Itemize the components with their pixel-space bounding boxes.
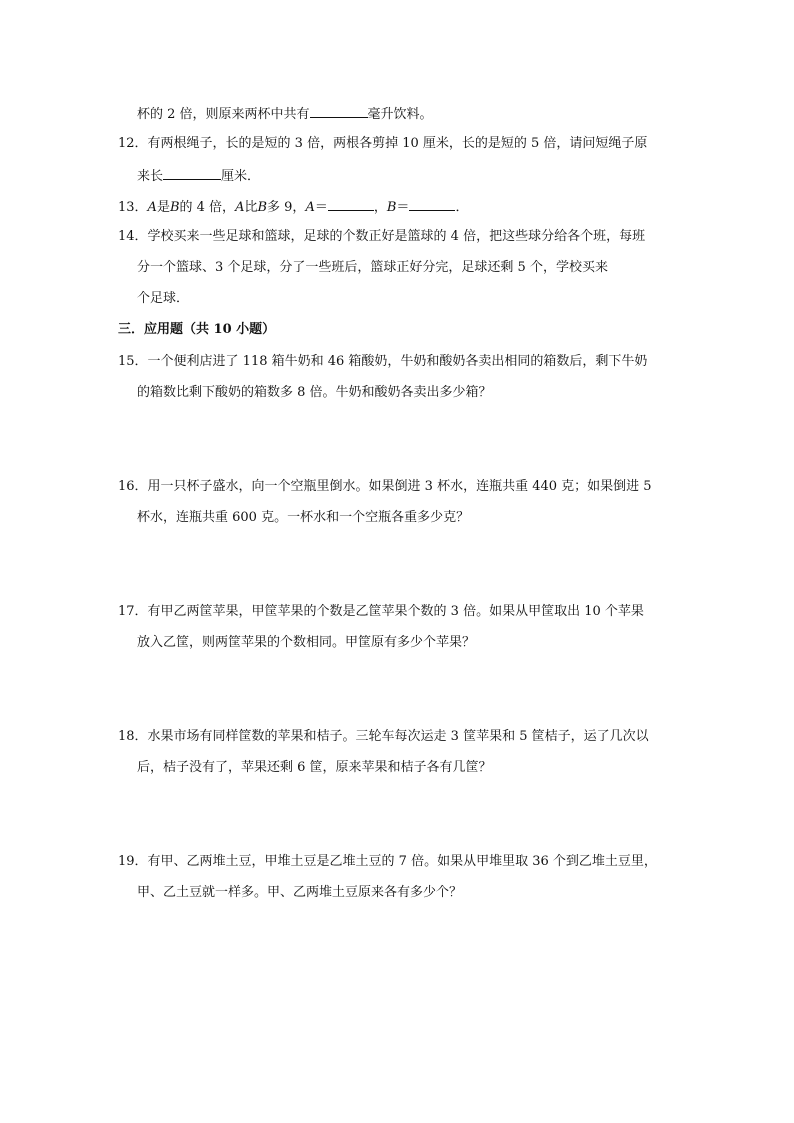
q13-answer-blank-a[interactable]: [328, 197, 374, 211]
q11-continuation: [137, 104, 433, 124]
q11-text-after: 毫升饮料。: [367, 107, 433, 122]
q13-equals-a: ＝: [314, 200, 328, 215]
q13-var-a-2: A: [235, 200, 245, 215]
q13-number: 13．: [118, 200, 148, 215]
q13-var-b: B: [169, 200, 180, 215]
q13-var-b-3: B: [386, 200, 397, 215]
q13-text-rel3: 多 9，: [267, 200, 306, 215]
q16-line1: 16．用一只杯子盛水，向一个空瓶里倒水。如果倒进 3 杯水，连瓶共重 440 克；如果倒进 5: [118, 479, 652, 494]
q12-text-before: 来长: [137, 169, 164, 184]
q14-line2: 分一个篮球、3 个足球，分了一些班后，篮球正好分完，足球还剩 5 个，学校买来: [137, 260, 608, 275]
q13-answer-blank-b[interactable]: [409, 197, 455, 211]
q18-line2: 后，桔子没有了，苹果还剩 6 筐，原来苹果和桔子各有几筐？: [137, 760, 492, 775]
q13-line: [118, 197, 468, 217]
q13-text-rel2: 比: [244, 200, 258, 215]
q17-line1: 17．有甲乙两筐苹果，甲筐苹果的个数是乙筐苹果个数的 3 倍。如果从甲筐取出 10 个苹果: [118, 604, 644, 619]
q13-var-a-3: A: [305, 200, 315, 215]
q17-line2: 放入乙筐，则两筐苹果的个数相同。甲筐原有多少个苹果？: [137, 635, 476, 650]
q13-text-rel1: 的 4 倍，: [179, 200, 236, 215]
q14-line3: 个足球．: [137, 291, 190, 306]
q12-line2: [137, 166, 260, 186]
q15-line2: 的箱数比剩下酸奶的箱数多 8 倍。牛奶和酸奶各卖出多少箱？: [137, 385, 492, 400]
q12-line1: 12．有两根绳子，长的是短的 3 倍，两根各剪掉 10 厘米，长的是短的 5 倍，请问短绳子原: [118, 136, 648, 151]
q12-text-after: 厘米．: [221, 169, 261, 184]
q13-text-is: 是: [156, 200, 170, 215]
q19-line2: 甲、乙土豆就一样多。甲、乙两堆土豆原来各有多少个？: [137, 885, 463, 900]
q11-answer-blank[interactable]: [310, 104, 368, 118]
q16-line2: 杯水，连瓶共重 600 克。一杯水和一个空瓶各重多少克？: [137, 510, 470, 525]
q13-equals-b: ＝: [396, 200, 410, 215]
q14-line1: 14．学校买来一些足球和篮球，足球的个数正好是篮球的 4 倍，把这些球分给各个班，每班: [118, 229, 646, 244]
q13-var-b-2: B: [257, 200, 268, 215]
q19-line1: 19．有甲、乙两堆土豆，甲堆土豆是乙堆土豆的 7 倍。如果从甲堆里取 36 个到乙堆土豆里，: [118, 854, 657, 869]
q13-var-a: A: [147, 200, 157, 215]
section-heading: 三．应用题（共 10 小题）: [118, 322, 276, 337]
q15-line1: 15．一个便利店进了 118 箱牛奶和 46 箱酸奶，牛奶和酸奶各卖出相同的箱数后，剩下牛奶: [118, 354, 648, 369]
q11-text-before: 杯的 2 倍，则原来两杯中共有: [137, 107, 310, 122]
q12-answer-blank[interactable]: [163, 166, 221, 180]
q13-end: ．: [455, 200, 469, 215]
q18-line1: 18．水果市场有同样筐数的苹果和桔子。三轮车每次运走 3 筐苹果和 5 筐桔子，运了几次以: [118, 729, 649, 744]
q13-separator: ，: [373, 200, 387, 215]
